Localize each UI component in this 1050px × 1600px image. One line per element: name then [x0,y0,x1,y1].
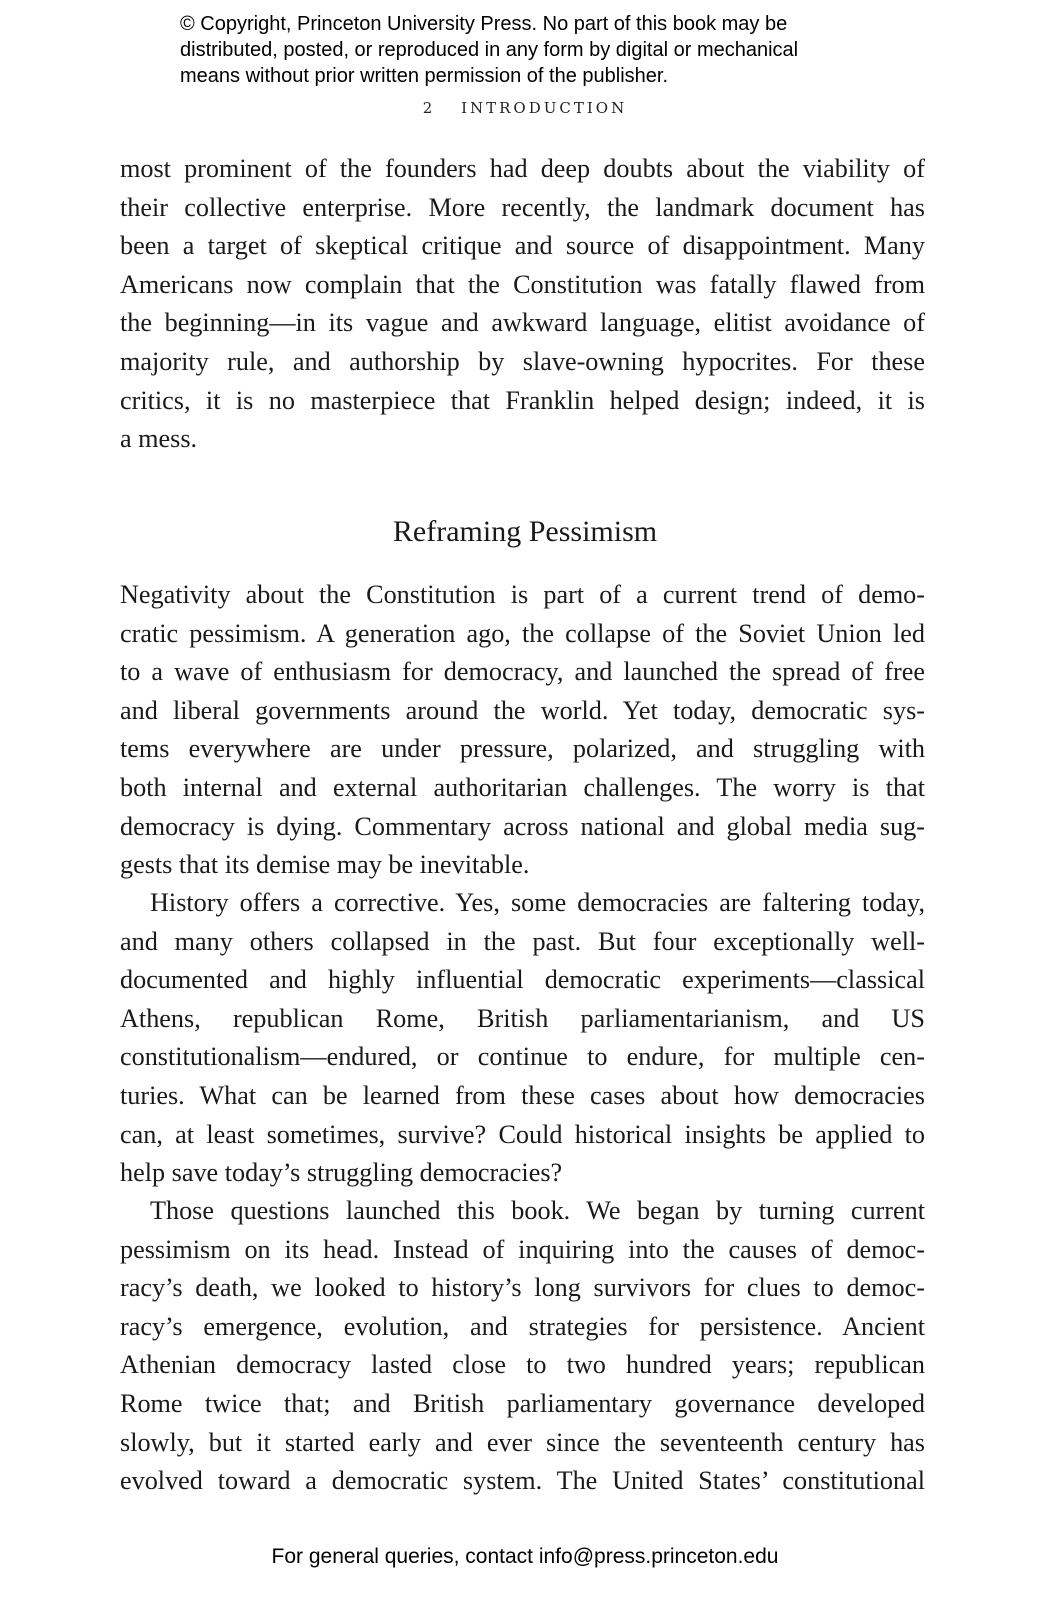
text-line: most prominent of the founders had deep doubts about the viability of [120,154,925,183]
text-line: and many others collapsed in the past. But four exceptionally well- [120,926,925,956]
text-line: been a target of skeptical critique and source of disappointment. Many [120,231,925,261]
text-line: racy’s death, we looked to history’s long survivors for clues to democ- [120,1273,925,1303]
footer-contact: For general queries, contact info@press.princeton.edu [271,1545,779,1568]
text-line: their collective enterprise. More recently, the landmark document has [120,192,925,222]
text-line: to a wave of enthusiasm for democracy, and launched the spread of free [120,657,925,687]
text-line: turies. What can be learned from these cases about how democracies [120,1080,925,1110]
paragraph [120,576,925,885]
text-line: pessimism on its head. Instead of inquiring into the causes of democ- [120,1234,925,1264]
text-line: Athens, republican Rome, British parliamentarianism, and US [120,1003,925,1033]
text-line: critics, it is no masterpiece that Franklin helped design; indeed, it is [120,385,925,415]
text-line: Negativity about the Constitution is part of a current trend of demo- [120,580,925,609]
text-line: help save today’s struggling democracies? [120,1158,563,1188]
running-head-title: INTRODUCTION [461,99,628,117]
text-line: evolved toward a democratic system. The United States’ constitutional [120,1466,925,1496]
text-line: and liberal governments around the world. Yet today, democratic sys- [120,695,925,725]
paragraph-continued [120,150,925,459]
running-head [0,99,1050,117]
paragraph [120,884,925,1193]
text-line: Americans now complain that the Constitution was fatally flawed from [120,269,925,299]
text-line: racy’s emergence, evolution, and strategies for persistence. Ancient [120,1311,925,1341]
text-line: gests that its demise may be inevitable. [120,850,530,880]
text-line: can, at least sometimes, survive? Could historical insights be applied to [120,1119,925,1149]
text-line: documented and highly influential democratic experiments—classical [120,965,925,995]
text-line: Rome twice that; and British parliamentary governance developed [120,1388,925,1418]
copyright-line: © Copyright, Princeton University Press. No part of this book may be [180,13,788,35]
text-line: cratic pessimism. A generation ago, the collapse of the Soviet Union led [120,618,925,648]
text-line: a mess. [120,424,198,454]
text-line: democracy is dying. Commentary across national and global media sug- [120,811,925,841]
text-line: tems everywhere are under pressure, polarized, and struggling with [120,734,925,764]
copyright-line: distributed, posted, or reproduced in any form by digital or mechanical [180,39,799,61]
text-line: slowly, but it started early and ever since the seventeenth century has [120,1427,925,1457]
text-line: Athenian democracy lasted close to two hundred years; republican [120,1350,925,1380]
section-heading: Reframing Pessimism [392,515,658,548]
text-line: majority rule, and authorship by slave-owning hypocrites. For these [120,346,925,376]
text-line: Those questions launched this book. We began by turning current [150,1196,925,1225]
copyright-line: means without prior written permission of the publisher. [180,65,669,87]
text-line: the beginning—in its vague and awkward language, elitist avoidance of [120,308,925,338]
text-line: both internal and external authoritarian challenges. The worry is that [120,772,925,802]
paragraph [120,1192,925,1501]
page-number: 2 [422,99,436,117]
copyright-notice [180,11,900,89]
text-line: constitutionalism—endured, or continue to endure, for multiple cen- [120,1042,925,1072]
text-line: History offers a corrective. Yes, some democracies are faltering today, [150,888,925,917]
